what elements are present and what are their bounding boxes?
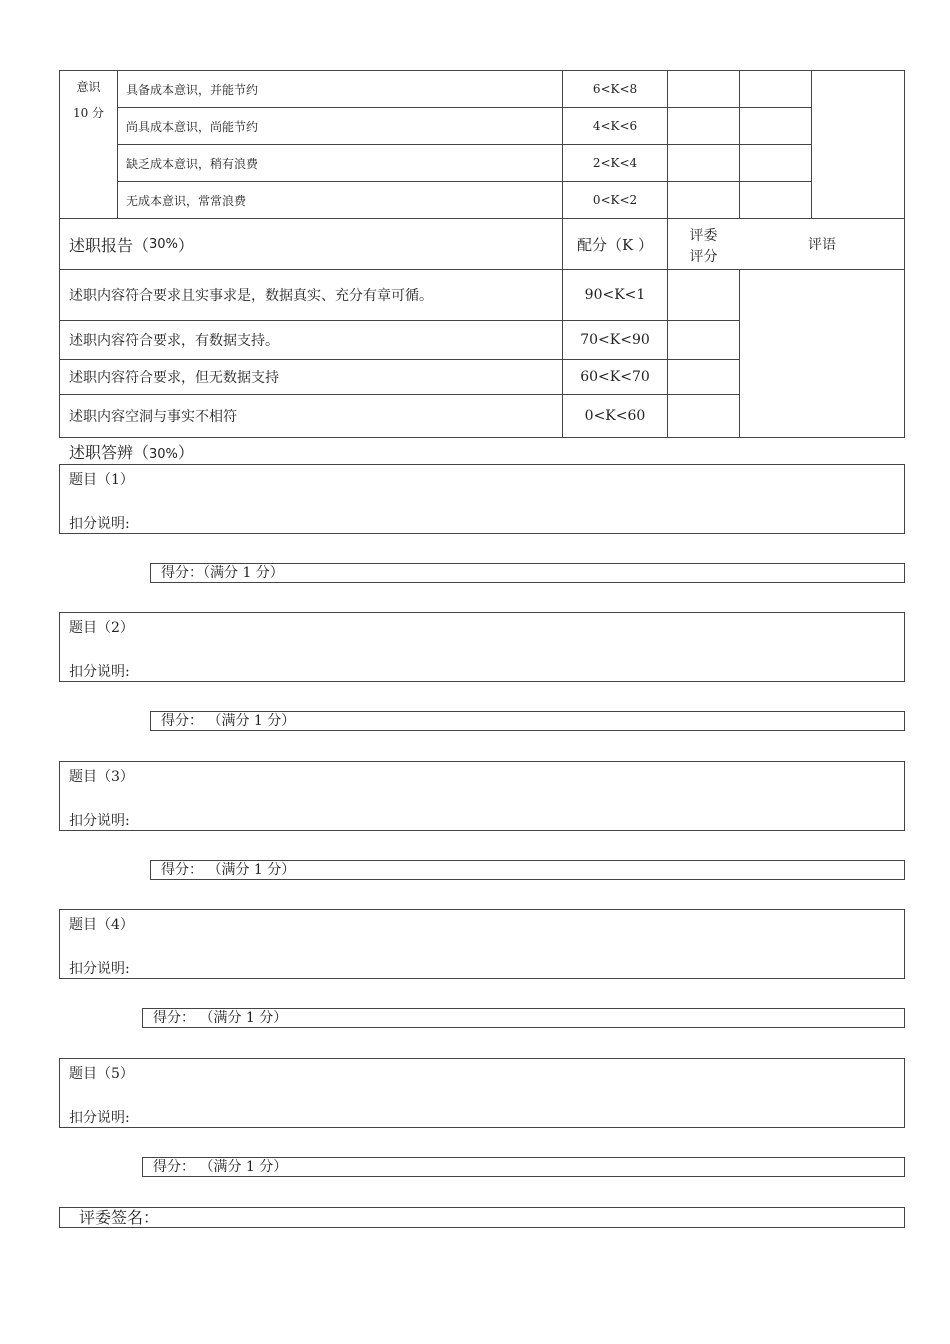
deduction-note-2: 扣分说明: <box>69 664 130 680</box>
awareness-row-3-desc: 缺乏成本意识，稍有浪费 <box>126 156 259 171</box>
awareness-row-4-desc: 无成本意识，常常浪费 <box>126 193 247 208</box>
signature-field[interactable]: 评委签名： <box>59 1207 905 1228</box>
report-row-3-range: 60<K<70 <box>580 369 650 385</box>
awareness-row-1-range: 6<K<8 <box>592 82 638 96</box>
defense-title-pct: 30% <box>149 447 178 462</box>
score-field-2[interactable]: 得分： （满分 1 分） <box>150 711 905 731</box>
report-row-4-range: 0<K<60 <box>584 408 646 424</box>
question-title-3: 题目（3） <box>69 769 134 785</box>
report-judge-header-line2: 评分 <box>689 249 718 265</box>
defense-section-title <box>69 440 194 463</box>
question-box-4[interactable] <box>59 909 905 979</box>
question-title-2: 题目（2） <box>69 620 134 636</box>
defense-title-end: ） <box>177 443 194 462</box>
report-row-2-range: 70<K<90 <box>580 332 650 348</box>
awareness-row-2-desc: 尚具成本意识，尚能节约 <box>126 119 259 134</box>
score-field-1[interactable]: 得分：（满分 1 分） <box>150 563 905 583</box>
awareness-row-4-range: 0<K<2 <box>592 193 638 207</box>
report-title-end: ） <box>177 235 194 255</box>
awareness-row-3-range: 2<K<4 <box>592 156 638 170</box>
score-field-4[interactable]: 得分： （满分 1 分） <box>142 1008 905 1028</box>
awareness-points: 10 分 <box>72 106 105 120</box>
report-judge-header <box>668 226 739 268</box>
question-box-5[interactable] <box>59 1058 905 1128</box>
deduction-note-1: 扣分说明: <box>69 516 130 532</box>
report-score-header: 配分（K ） <box>577 235 653 254</box>
question-box-1[interactable] <box>59 464 905 534</box>
question-title-4: 题目（4） <box>69 917 134 933</box>
awareness-category: 意识 <box>76 80 101 94</box>
question-box-3[interactable] <box>59 761 905 831</box>
report-title-text: 述职报告（ <box>69 235 150 255</box>
report-comment-header: 评语 <box>808 237 836 253</box>
report-row-3-desc: 述职内容符合要求，但无数据支持 <box>69 370 279 386</box>
report-row-4-desc: 述职内容空洞与事实不相符 <box>69 409 237 425</box>
question-title-1: 题目（1） <box>69 472 134 488</box>
score-field-5[interactable]: 得分： （满分 1 分） <box>142 1157 905 1177</box>
report-row-1-range: 90<K<1 <box>584 287 646 303</box>
report-judge-header-line1: 评委 <box>689 228 718 244</box>
awareness-row-2-range: 4<K<6 <box>592 119 638 133</box>
report-row-1-desc: 述职内容符合要求且实事求是，数据真实、充分有章可循。 <box>69 288 433 304</box>
awareness-row-1-desc: 具备成本意识，并能节约 <box>126 82 259 97</box>
deduction-note-3: 扣分说明: <box>69 813 130 829</box>
question-box-2[interactable] <box>59 612 905 682</box>
defense-title-text: 述职答辨（ <box>69 443 150 462</box>
report-section-title <box>69 219 194 269</box>
deduction-note-5: 扣分说明: <box>69 1110 130 1126</box>
deduction-note-4: 扣分说明: <box>69 961 130 977</box>
score-field-3[interactable]: 得分： （满分 1 分） <box>150 860 905 880</box>
report-row-2-desc: 述职内容符合要求，有数据支持。 <box>69 333 279 349</box>
question-title-5: 题目（5） <box>69 1066 134 1082</box>
report-title-pct: 30% <box>149 236 178 252</box>
